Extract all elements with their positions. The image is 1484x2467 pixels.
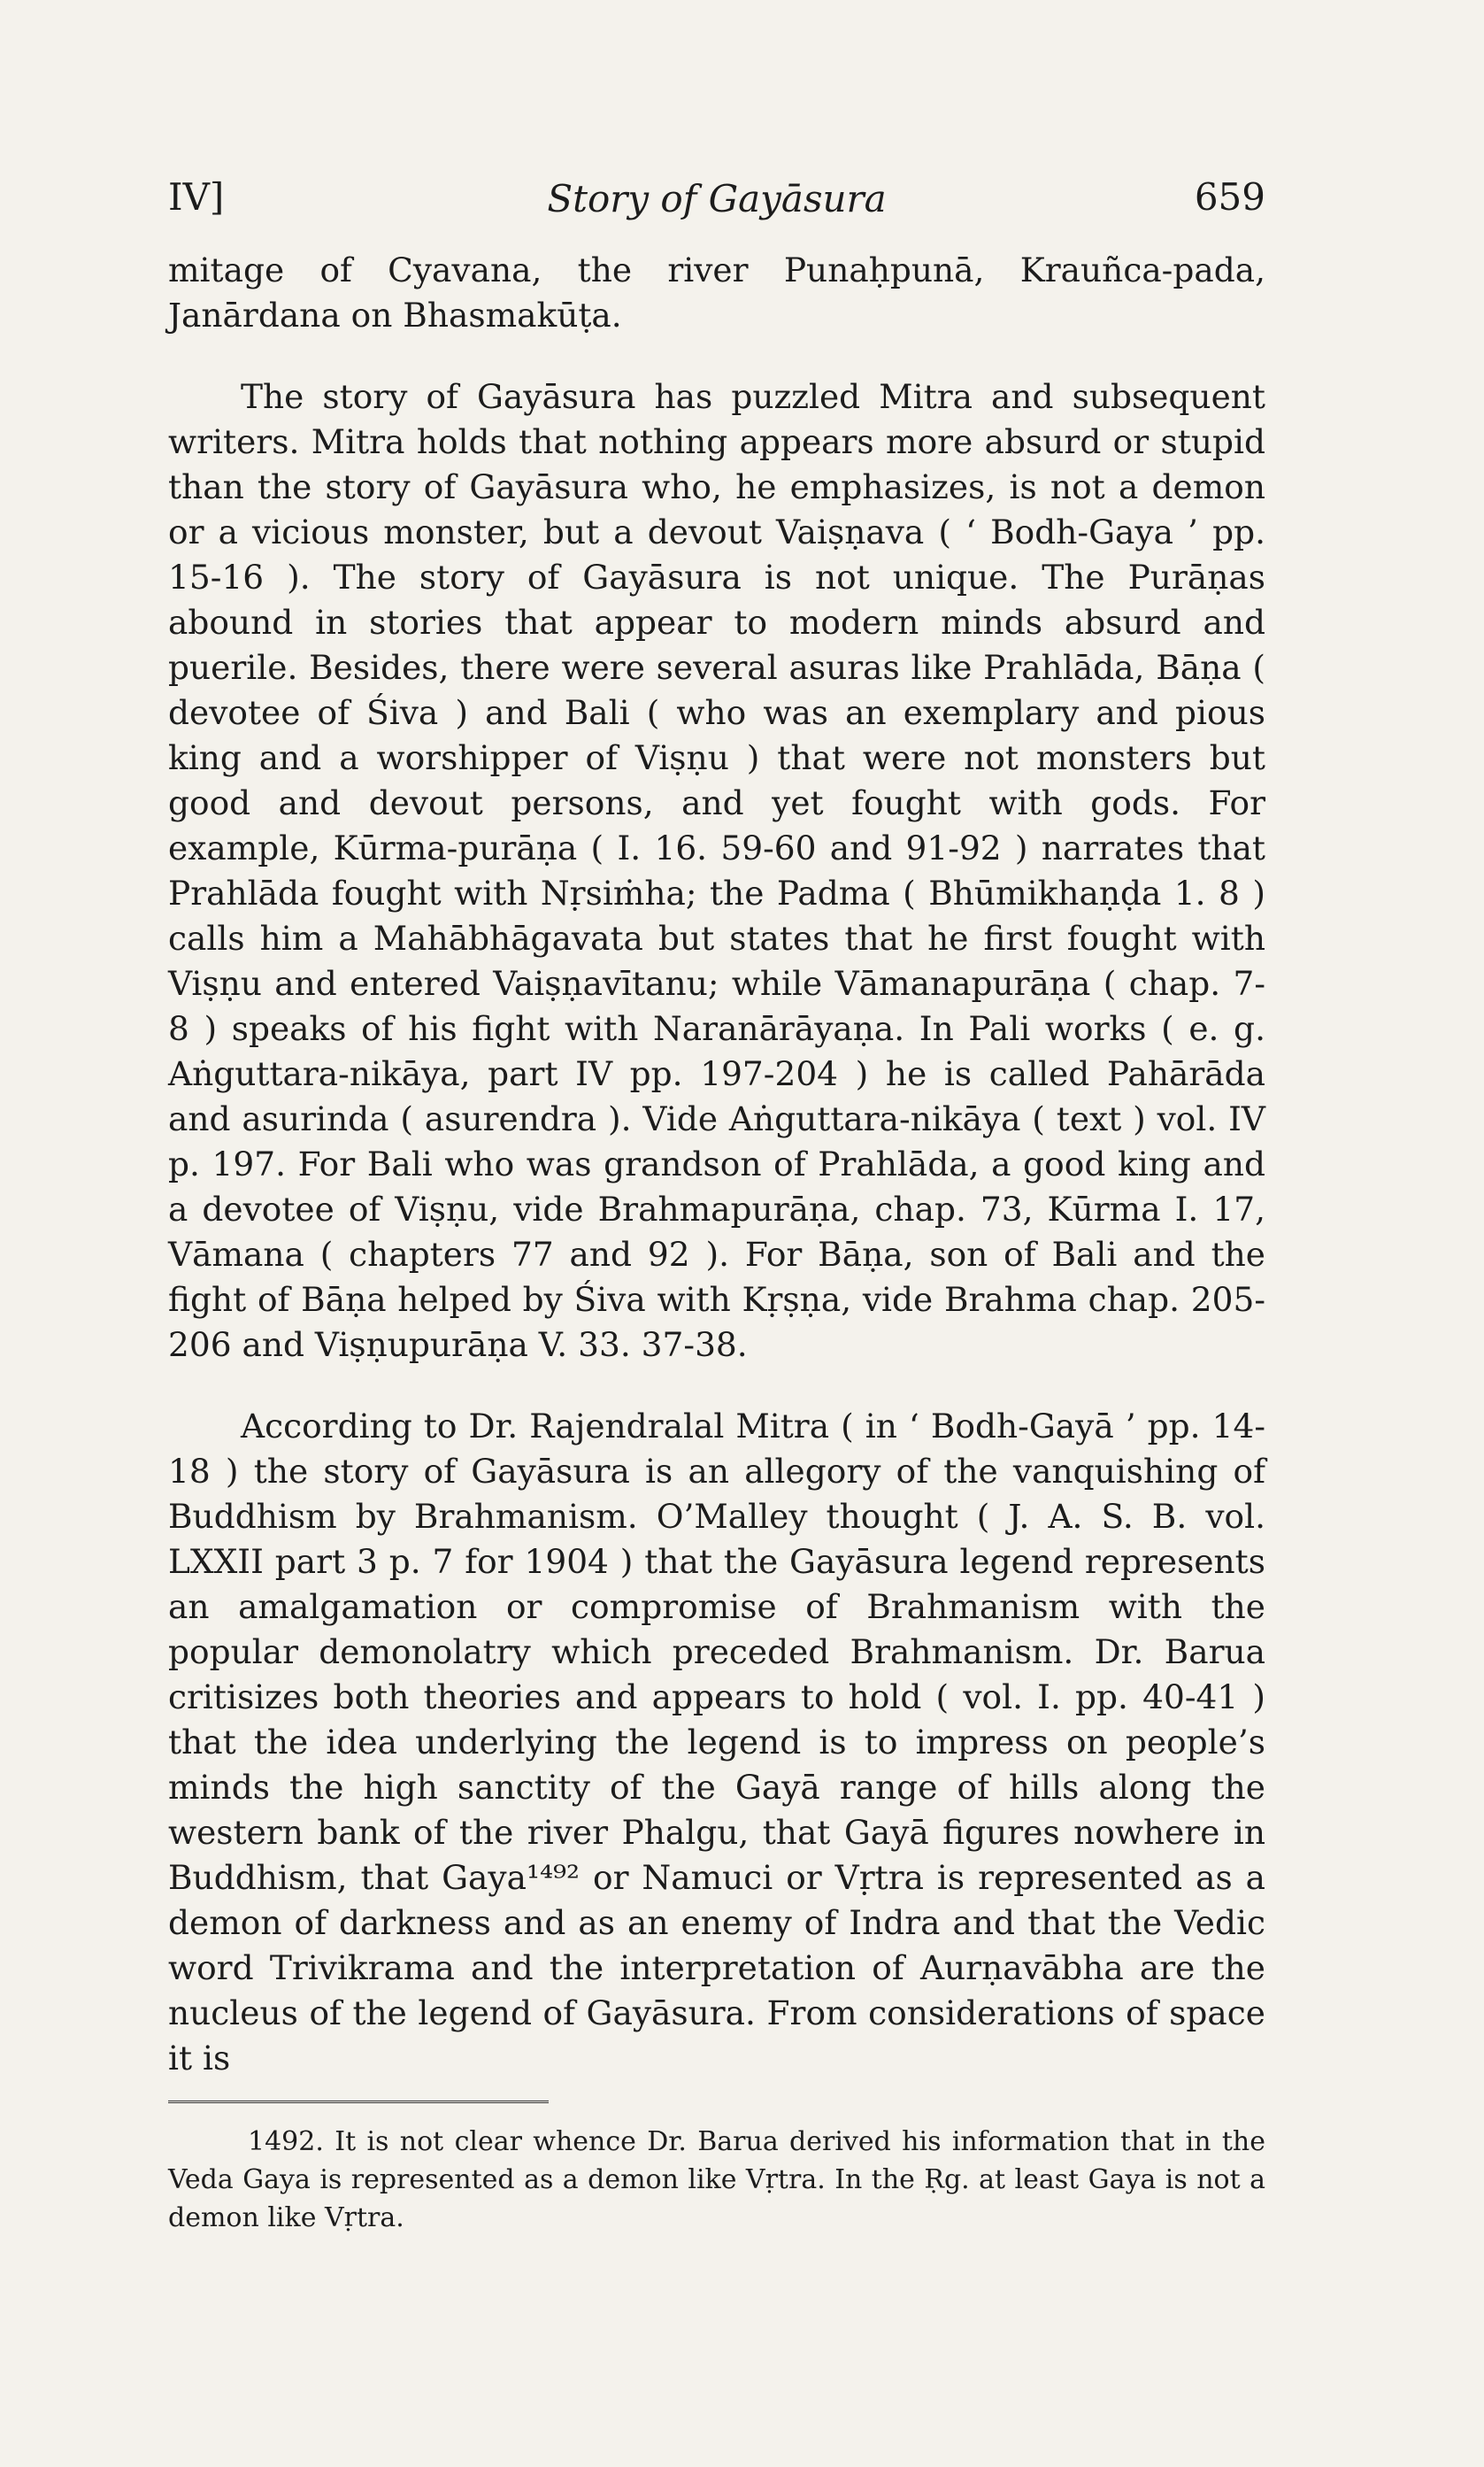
- running-title: Story of Gayāsura: [547, 177, 887, 220]
- paragraph-2: The story of Gayāsura has puzzled Mitra and subsequent writers. Mitra holds that nothing appears more absurd or stupid than the story of Gayāsura who, he emphasizes, is not a demon or a vicious monster, but a devout Vaiṣṇava ( ‘ Bodh-Gaya ’ pp. 15-16 ). The story of Gayāsura is not unique. The Purāṇas abound in stories that appear to modern minds absurd and puerile. Besides, there were several asuras like Prahlāda, Bāṇa ( devotee of Śiva ) and Bali ( who was an exemplary and pious king and a worshipper of Viṣṇu ) that were not monsters but good and devout persons, and yet fought with gods. For example, Kūrma-purāṇa ( I. 16. 59-60 and 91-92 ) narrates that Prahlāda fought with Nṛsiṁha; the Padma ( Bhūmikhaṇḍa 1. 8 ) calls him a Mahābhāgavata but states that he first fought with Viṣṇu and entered Vaiṣṇavītanu; while Vāmanapurāṇa ( chap. 7-8 ) speaks of his fight with Naranārāyaṇa. In Pali works ( e. g. Aṅguttara-nikāya, part IV pp. 197-204 ) he is called Pahārāda and asurinda ( asurendra ). Vide Aṅguttara-nikāya ( text ) vol. IV p. 197. For Bali who was grandson of Prahlāda, a good king and a devotee of Viṣṇu, vide Brahmapurāṇa, chap. 73, Kūrma I. 17, Vāmana ( chapters 77 and 92 ). For Bāṇa, son of Bali and the fight of Bāṇa helped by Śiva with Kṛṣṇa, vide Brahma chap. 205-206 and Viṣṇupurāṇa V. 33. 37-38.: [168, 377, 1265, 1364]
- page-number: 659: [1194, 175, 1265, 219]
- footnote-separator: [168, 2101, 549, 2103]
- footnote-1492: 1492. It is not clear whence Dr. Barua derived his information that in the Veda Gaya is represented as a demon like Vṛtra. In the Ṛg. at least Gaya is not a demon like Vṛtra.: [168, 2126, 1265, 2233]
- running-header: [168, 159, 1265, 230]
- section-marker: IV]: [168, 175, 225, 219]
- paragraph-1: mitage of Cyavana, the river Punaḥpunā, Krauñca-pada, Janārdana on Bhasmakūṭa.: [168, 251, 1265, 335]
- paragraph-3: According to Dr. Rajendralal Mitra ( in ‘ Bodh-Gayā ’ pp. 14-18 ) the story of Gayāsura is an allegory of the vanquishing of Buddhism by Brahmanism. O’Malley thought ( J. A. S. B. vol. LXXII part 3 p. 7 for 1904 ) that the Gayāsura legend represents an amalgamation or compromise of Brahmanism with the popular demonolatry which preceded Brahmanism. Dr. Barua critisizes both theories and appears to hold ( vol. I. pp. 40-41 ) that the idea underlying the legend is to impress on people’s minds the high sanctity of the Gayā range of hills along the western bank of the river Phalgu, that Gayā figures nowhere in Buddhism, that Gaya¹⁴⁹² or Namuci or Vṛtra is represented as a demon of darkness and as an enemy of Indra and that the Vedic word Trivikrama and the interpretation of Aurṇavābha are the nucleus of the legend of Gayāsura. From considerations of space it is: [168, 1407, 1265, 2078]
- page: [168, 159, 1265, 2237]
